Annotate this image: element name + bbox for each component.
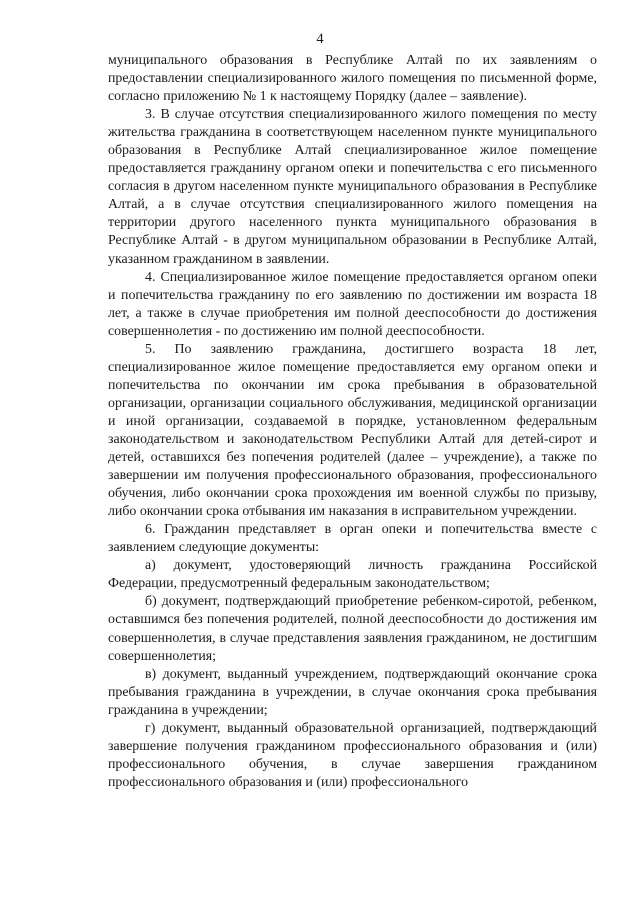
page-number: 4 bbox=[316, 31, 324, 47]
subitem-a: а) документ, удостоверяющий личность гражданина Российской Федерации, предусмотренный федеральным законодательством; bbox=[108, 558, 597, 592]
paragraph-item-3: 3. В случае отсутствия специализированного жилого помещения по месту жительства гражданина в соответствующем населенном пункте муниципального образования в Республике Алтай специализированное жилое помещение предоставляется гражданину органом опеки и попечительства с его письменного согласия в другом населенном пункте муниципального образования в Республике Алтай, а в случае отсутствия специализированного жилого помещения на территории другого населенного пункта муниципального образования в Республике Алтай - в другом муниципальном образовании в Республике Алтай, указанном гражданином в заявлении. bbox=[108, 107, 597, 267]
subitem-b: б) документ, подтверждающий приобретение ребенком-сиротой, ребенком, оставшимся без попечения родителей, полной дееспособности до достижения им совершеннолетия, в случае представления заявления гражданином, не достигшим совершеннолетия; bbox=[108, 594, 597, 664]
subitem-g: г) документ, выданный образовательной организацией, подтверждающий завершение получения гражданином профессионального образования и (или) профессионального обучения, в случае завершения гражданином профессионального образования и (или) профессионального bbox=[108, 720, 597, 790]
paragraph-item-4: 4. Специализированное жилое помещение предоставляется органом опеки и попечительства гражданину по его заявлению по достижении им возраста 18 лет, а также в случае приобретения им полной дееспособности до достижения совершеннолетия - по достижению им полной дееспособности. bbox=[108, 269, 597, 339]
paragraph-continuation: муниципального образования в Республике Алтай по их заявлениям о предоставлении специализированного жилого помещения по письменной форме, согласно приложению № 1 к настоящему Порядку (далее – заявление). bbox=[108, 53, 597, 105]
paragraph-item-5: 5. По заявлению гражданина, достигшего возраста 18 лет, специализированное жилое помещение предоставляется ему органом опеки и попечительства по окончании им срока пребывания в образовательной организации, организации социального обслуживания, медицинской организации и иной организации, создаваемой в порядке, установленном федеральным законодательством и законодательством Республики Алтай для детей-сирот и детей, оставшихся без попечения родителей (далее – учреждение), а также по завершении им получения профессионального образования, профессионального обучения, либо окончании срока прохождения им военной службы по призыву, либо окончании срока отбывания им наказания в исправительном учреждении. bbox=[108, 341, 597, 520]
subitem-v: в) документ, выданный учреждением, подтверждающий окончание срока пребывания гражданина в учреждении, в случае окончания срока пребывания гражданина в учреждении; bbox=[108, 666, 597, 718]
paragraph-item-6: 6. Гражданин представляет в орган опеки и попечительства вместе с заявлением следующие документы: bbox=[108, 522, 597, 556]
document-body bbox=[108, 52, 597, 792]
